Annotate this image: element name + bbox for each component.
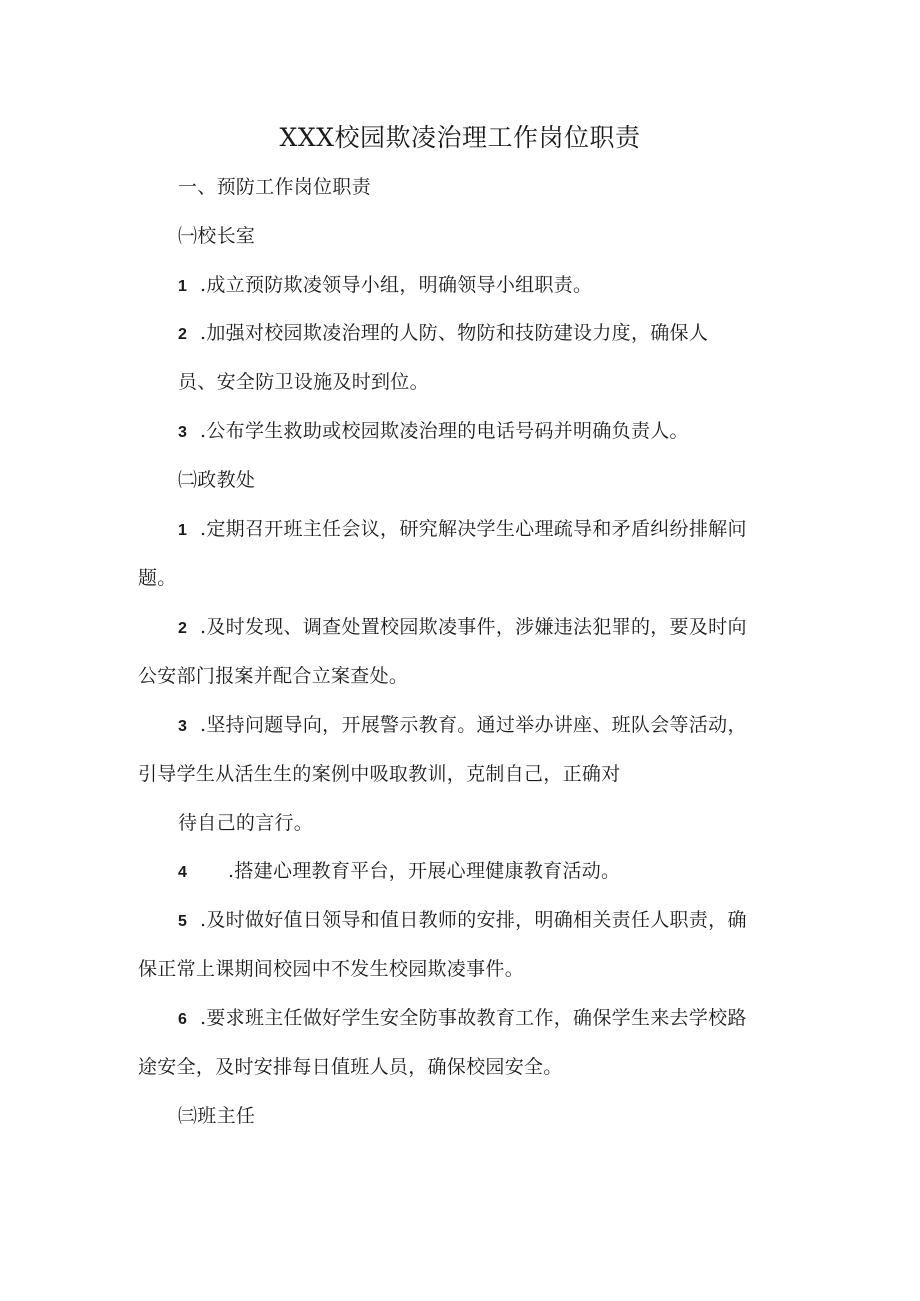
subsection-heading: ㈡政教处 <box>178 469 256 491</box>
list-item-continuation: 引导学生从活生生的案例中吸取教训，克制自己，正确对 <box>138 763 621 785</box>
list-item-continuation: 题。 <box>138 567 177 589</box>
item-number: 3 <box>178 424 188 441</box>
item-number: 5 <box>178 913 188 930</box>
item-text: .加强对校园欺凌治理的人防、物防和技防建设力度，确保人 <box>200 322 709 344</box>
list-item <box>178 710 747 742</box>
list-item <box>178 270 592 302</box>
item-number: 1 <box>178 278 188 295</box>
section-heading: 一、预防工作岗位职责 <box>178 176 372 198</box>
list-item <box>178 416 689 448</box>
item-number: 1 <box>178 522 188 539</box>
item-text: .公布学生救助或校园欺凌治理的电话号码并明确负责人。 <box>200 420 689 442</box>
list-item-continuation: 途安全，及时安排每日值班人员，确保校园安全。 <box>138 1056 563 1078</box>
item-number: 3 <box>178 718 188 735</box>
item-number: 2 <box>178 326 188 343</box>
list-item-continuation: 员、安全防卫设施及时到位。 <box>178 371 429 393</box>
list-item <box>178 318 708 350</box>
item-number: 4 <box>178 864 188 881</box>
list-item <box>178 1003 747 1035</box>
list-item <box>178 905 747 937</box>
list-item <box>178 856 620 888</box>
item-number: 2 <box>178 620 188 637</box>
list-item <box>178 514 747 546</box>
item-text: .坚持问题导向，开展警示教育。通过举办讲座、班队会等活动， <box>200 714 747 736</box>
list-item-continuation: 保正常上课期间校园中不发生校园欺凌事件。 <box>138 958 525 980</box>
item-number: 6 <box>178 1011 188 1028</box>
item-text: .及时做好值日领导和值日教师的安排，明确相关责任人职责，确 <box>200 909 747 931</box>
list-item-continuation: 公安部门报案并配合立案查处。 <box>138 665 409 687</box>
list-item <box>178 612 747 644</box>
document-title: XXX校园欺凌治理工作岗位职责 <box>279 123 641 152</box>
list-item-continuation: 待自己的言行。 <box>178 812 314 834</box>
item-text: .定期召开班主任会议，研究解决学生心理疏导和矛盾纠纷排解问 <box>200 518 747 540</box>
item-text: .及时发现、调查处置校园欺凌事件，涉嫌违法犯罪的，要及时向 <box>200 616 747 638</box>
item-text: .搭建心理教育平台，开展心理健康教育活动。 <box>228 860 621 882</box>
subsection-heading: ㈠校长室 <box>178 225 256 247</box>
subsection-heading: ㈢班主任 <box>178 1105 256 1127</box>
item-text: .成立预防欺凌领导小组，明确领导小组职责。 <box>200 274 593 296</box>
item-text: .要求班主任做好学生安全防事故教育工作，确保学生来去学校路 <box>200 1007 747 1029</box>
